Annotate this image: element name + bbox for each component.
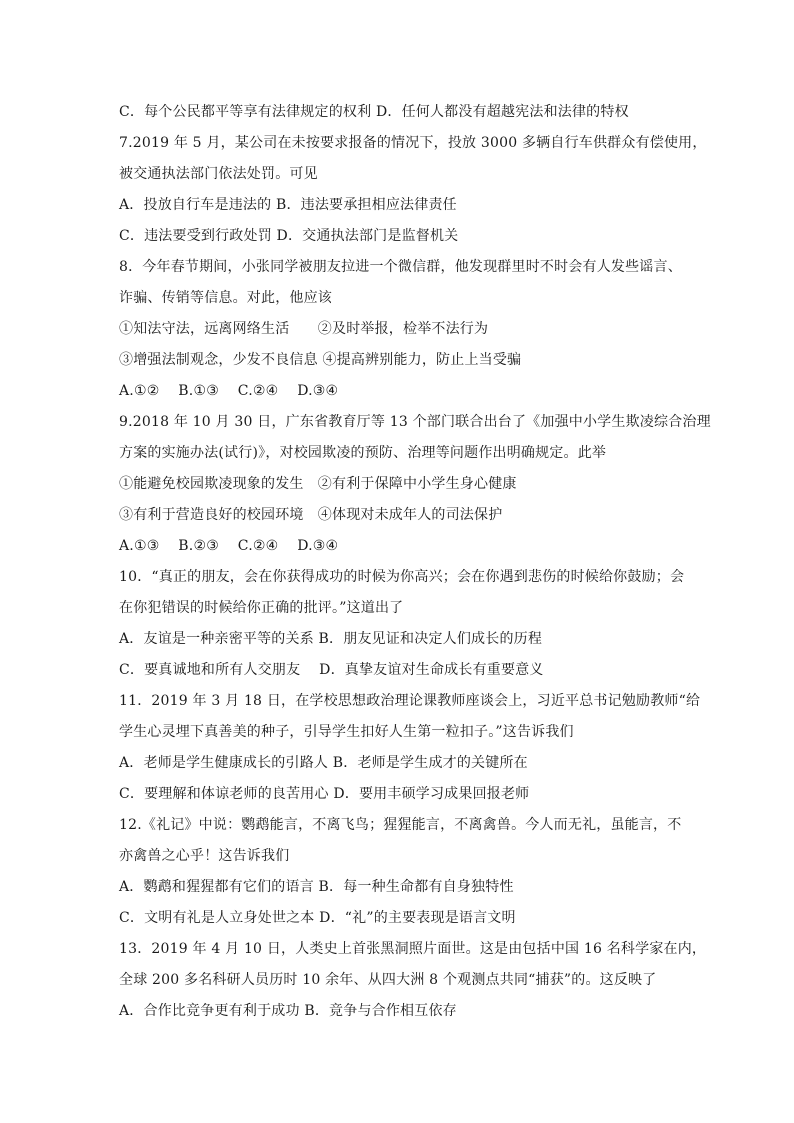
text-line-q13-options-ab: A．合作比竞争更有利于成功 B．竞争与合作相互依存 — [119, 1003, 457, 1019]
text-line-q9-options: A.①③ B.②③ C.②④ D.③④ — [119, 538, 339, 554]
text-line-q11-stem-2: 学生心灵埋下真善美的种子，引导学生扣好人生第一粒扣子。”这告诉我们 — [119, 724, 574, 740]
text-line-q13-stem-1: 13．2019 年 4 月 10 日，人类史上首张黑洞照片面世。这是由包括中国 16 名科学家在内， — [119, 941, 707, 957]
text-line-q9-items-34: ③有利于营造良好的校园环境 ④体现对未成年人的司法保护 — [119, 507, 503, 523]
text-line-q9-stem-1: 9.2018 年 10 月 30 日，广东省教育厅等 13 个部门联合出台了《加强中小学生欺凌综合治理 — [119, 414, 711, 430]
text-line-q13-stem-2: 全球 200 多名科研人员历时 10 余年、从四大洲 8 个观测点共同“捕获”的。这反映了 — [119, 972, 657, 988]
text-line-q9-items-12: ①能避免校园欺凌现象的发生 ②有利于保障中小学生身心健康 — [119, 476, 517, 492]
text-line-q8-stem-2: 诈骗、传销等信息。对此，他应该 — [119, 290, 332, 306]
text-line-q12-stem-1: 12.《礼记》中说：鹦鹉能言，不离飞鸟；猩猩能言，不离禽兽。今人而无礼，虽能言，不 — [119, 817, 682, 833]
text-line-q8-stem-1: 8．今年春节期间，小张同学被朋友拉进一个微信群，他发现群里时不时会有人发些谣言、 — [119, 259, 682, 275]
text-line-q11-stem-1: 11．2019 年 3 月 18 日，在学校思想政治理论课教师座谈会上，习近平总书记勉励教师“给 — [119, 693, 701, 709]
text-line-q10-options-ab: A．友谊是一种亲密平等的关系 B．朋友见证和决定人们成长的历程 — [119, 631, 543, 647]
text-line-option-c-d-q6: C．每个公民都平等享有法律规定的权利 D．任何人都没有超越宪法和法律的特权 — [119, 104, 629, 120]
text-line-q11-options-ab: A．老师是学生健康成长的引路人 B．老师是学生成才的关键所在 — [119, 755, 528, 771]
text-line-q10-options-cd: C．要真诚地和所有人交朋友 D．真挚友谊对生命成长有重要意义 — [119, 662, 544, 678]
text-line-q7-stem-2: 被交通执法部门依法处罚。可见 — [119, 166, 318, 182]
text-line-q7-stem-1: 7.2019 年 5 月，某公司在未按要求报备的情况下，投放 3000 多辆自行车供群众有偿使用， — [119, 135, 707, 151]
text-line-q12-stem-2: 亦禽兽之心乎！这告诉我们 — [119, 848, 290, 864]
text-line-q7-options-ab: A．投放自行车是违法的 B．违法要承担相应法律责任 — [119, 197, 457, 213]
text-line-q12-options-cd: C．文明有礼是人立身处世之本 D．“礼”的主要表现是语言文明 — [119, 910, 516, 926]
text-line-q12-options-ab: A．鹦鹉和猩猩都有它们的语言 B．每一种生命都有自身独特性 — [119, 879, 514, 895]
text-line-q10-stem-2: 在你犯错误的时候给你正确的批评。”这道出了 — [119, 600, 404, 616]
text-line-q8-items-34: ③增强法制观念，少发不良信息 ④提高辨别能力，防止上当受骗 — [119, 352, 522, 368]
text-line-q11-options-cd: C．要理解和体谅老师的良苦用心 D．要用丰硕学习成果回报老师 — [119, 786, 530, 802]
text-line-q9-stem-2: 方案的实施办法(试行)》，对校园欺凌的预防、治理等问题作出明确规定。此举 — [119, 445, 607, 461]
text-line-q8-items-12: ①知法守法，远离网络生活 ②及时举报，检举不法行为 — [119, 321, 489, 337]
text-line-q10-stem-1: 10．“真正的朋友，会在你获得成功的时候为你高兴；会在你遇到悲伤的时候给你鼓励；会 — [119, 569, 685, 585]
text-line-q7-options-cd: C．违法要受到行政处罚 D．交通执法部门是监督机关 — [119, 228, 459, 244]
text-line-q8-options: A.①② B.①③ C.②④ D.③④ — [119, 383, 339, 399]
